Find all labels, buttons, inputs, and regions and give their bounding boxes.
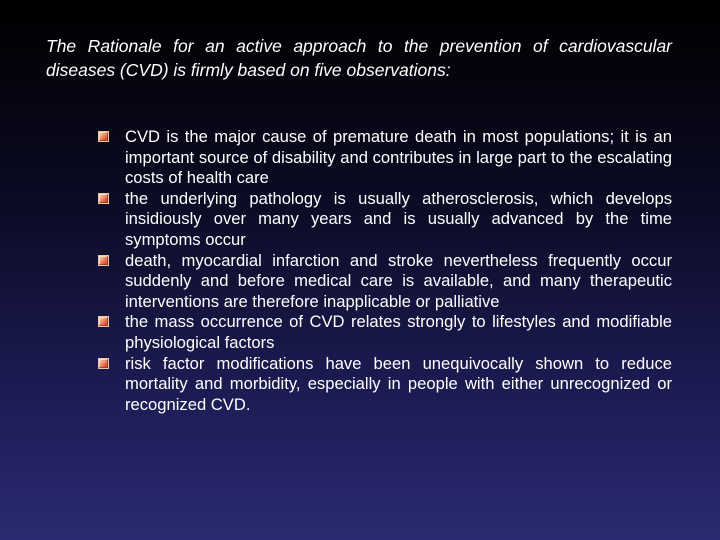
bullet-item [96, 354, 672, 416]
square-bullet-icon [98, 193, 109, 204]
bullet-list [96, 127, 672, 415]
square-bullet-icon [98, 131, 109, 142]
bullet-text: risk factor modifications have been unequivocally shown to reduce mortality and morbidity, especially in people with either unrecognized or recognized CVD. [125, 353, 672, 414]
square-bullet-icon [98, 358, 109, 369]
bullet-item [96, 312, 672, 353]
bullet-text: death, myocardial infarction and stroke nevertheless frequently occur suddenly and before medical care is available, and many therapeutic interventions are therefore inapplicable or palliative [125, 250, 672, 311]
square-bullet-icon [98, 255, 109, 266]
slide-title: The Rationale for an active approach to the prevention of cardiovascular diseases (CVD) is firmly based on five observations: [46, 36, 672, 80]
bullet-item [96, 251, 672, 313]
bullet-text: CVD is the major cause of premature death in most populations; it is an important source of disability and contributes in large part to the escalating costs of health care [125, 127, 672, 188]
square-bullet-icon [98, 316, 109, 327]
bullet-item [96, 189, 672, 251]
bullet-text: the underlying pathology is usually atherosclerosis, which develops insidiously over many years and is usually advanced by the time symptoms occur [125, 188, 672, 249]
bullet-text: the mass occurrence of CVD relates strongly to lifestyles and modifiable physiological factors [125, 312, 672, 352]
bullet-item [96, 127, 672, 189]
